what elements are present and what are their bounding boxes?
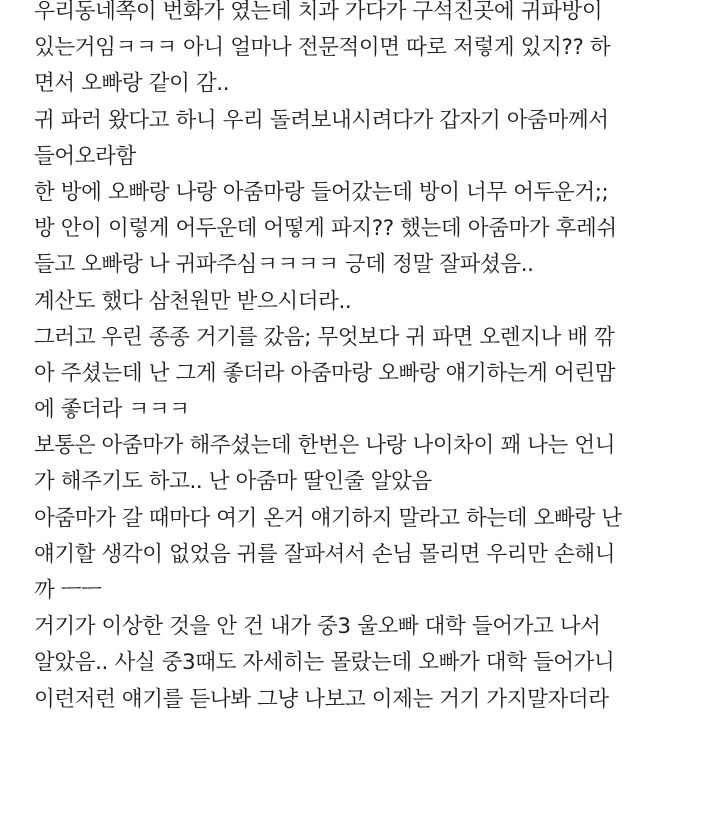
post-body: [34, 0, 709, 718]
text-line: 한 방에 오빠랑 나랑 아줌마랑 들어갔는데 방이 너무 어두운거;;: [34, 179, 609, 205]
text-line: 알았음.. 사실 중3때도 자세히는 몰랐는데 오빠가 대학 들어가니: [34, 650, 615, 676]
text-line: 귀 파러 왔다고 하니 우리 돌려보내시려다가 갑자기 아줌마께서: [34, 107, 609, 133]
text-line: 방 안이 이렇게 어두운데 어떻게 파지?? 했는데 아줌마가 후레쉬: [34, 216, 617, 242]
text-line: 아 주셨는데 난 그게 좋더라 아줌마랑 오빠랑 얘기하는게 어린맘: [34, 360, 616, 386]
text-line: 들어오라함: [34, 143, 136, 169]
text-line: 우리동네쪽이 번화가 였는데 치과 가다가 구석진곳에 귀파방이: [34, 0, 603, 24]
text-line: 계산도 했다 삼천원만 받으시더라..: [34, 288, 352, 314]
text-line: 그러고 우린 종종 거기를 갔음; 무엇보다 귀 파면 오렌지나 배 깎: [34, 324, 615, 350]
text-line: 들고 오빠랑 나 귀파주심ㅋㅋㅋㅋ 긍데 정말 잘파셨음..: [34, 252, 534, 278]
text-line: 이런저런 얘기를 듣나봐 그냥 나보고 이제는 거기 가지말자더라: [34, 686, 609, 712]
text-line: 거기가 이상한 것을 안 건 내가 중3 울오빠 대학 들어가고 나서: [34, 614, 601, 640]
text-line: 까 ㅡㅡ: [34, 578, 102, 603]
text-line: 있는거임ㅋㅋㅋ 아니 얼마나 전문적이면 따로 저렇게 있지?? 하: [34, 35, 611, 61]
text-line: 가 해주기도 하고.. 난 아줌마 딸인줄 알았음: [34, 469, 432, 495]
text-line: 얘기할 생각이 없었음 귀를 잘파셔서 손님 몰리면 우리만 손해니: [34, 541, 616, 567]
text-line: 에 좋더라 ㅋㅋㅋ: [34, 397, 190, 423]
text-line: 아줌마가 갈 때마다 여기 온거 얘기하지 말라고 하는데 오빠랑 난: [34, 505, 622, 531]
text-line: 보통은 아줌마가 해주셨는데 한번은 나랑 나이차이 꽤 나는 언니: [34, 433, 616, 459]
text-line: 면서 오빠랑 같이 감..: [34, 71, 230, 97]
